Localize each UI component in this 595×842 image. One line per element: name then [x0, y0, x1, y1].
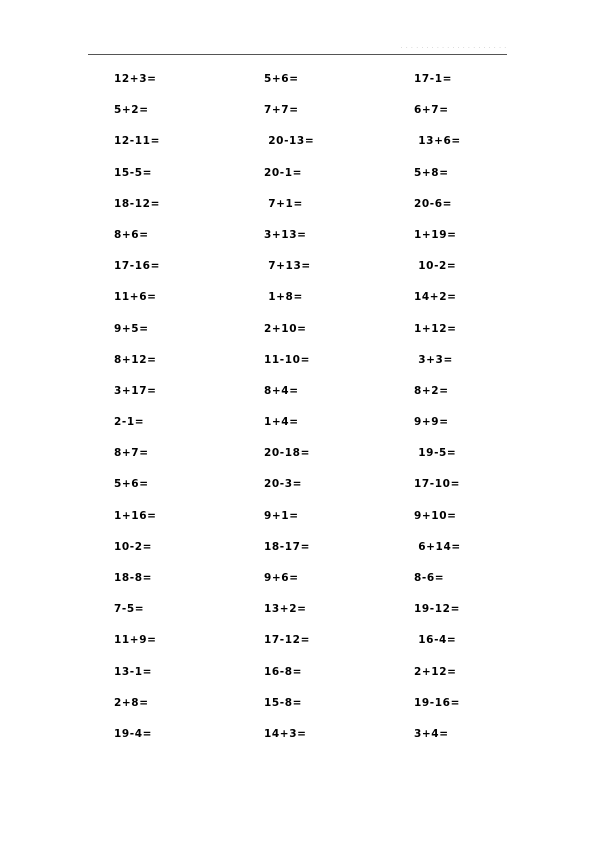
- problem-item: 8+12=: [114, 353, 157, 366]
- problem-row: [0, 509, 595, 540]
- problem-item: 13-1=: [114, 665, 153, 678]
- problem-item: 8+7=: [114, 447, 149, 460]
- problem-item: 20-1=: [264, 166, 303, 179]
- problem-row: [0, 727, 595, 758]
- problem-row: [0, 665, 595, 696]
- problem-item: 18-8=: [114, 572, 153, 584]
- problem-row: [0, 103, 595, 134]
- problem-item: 8+6=: [114, 228, 149, 241]
- problem-item: 13+6=: [414, 135, 461, 148]
- problem-item: 3+13=: [264, 228, 307, 241]
- problem-row: [0, 353, 595, 384]
- problem-item: 16-4=: [414, 634, 457, 647]
- problem-item: 5+6=: [264, 73, 299, 85]
- problem-row: [0, 446, 595, 477]
- problem-item: 15-5=: [114, 166, 153, 179]
- problem-item: 1+16=: [114, 509, 157, 522]
- problem-item: 11-10=: [264, 353, 310, 366]
- problem-item: 10-2=: [414, 260, 457, 273]
- problem-item: 10-2=: [114, 540, 153, 553]
- problem-item: 15-8=: [264, 696, 303, 709]
- problem-row: [0, 384, 595, 415]
- problem-item: 19-16=: [414, 696, 460, 709]
- problem-item: 20-3=: [264, 478, 303, 491]
- problem-row: [0, 259, 595, 290]
- problem-item: 9+6=: [264, 572, 299, 584]
- problem-item: 9+5=: [114, 322, 149, 335]
- problem-row: [0, 633, 595, 664]
- problem-item: 5+6=: [114, 478, 149, 491]
- problem-item: 3+3=: [414, 353, 453, 366]
- problem-item: 8-6=: [414, 572, 445, 584]
- problem-item: 1+4=: [264, 416, 299, 429]
- problem-item: 5+8=: [414, 166, 449, 179]
- problem-item: 7-5=: [114, 603, 145, 616]
- problem-item: 20-13=: [264, 135, 315, 148]
- problem-item: 7+7=: [264, 104, 299, 117]
- problem-item: 11+9=: [114, 634, 157, 647]
- problem-row: [0, 197, 595, 228]
- problem-row: [0, 134, 595, 165]
- header-text: · · · · · · · · · · · · · · · · · · · · ·: [400, 45, 507, 51]
- problem-row: [0, 696, 595, 727]
- problem-item: 12+3=: [114, 73, 157, 85]
- problem-item: 9+1=: [264, 509, 299, 522]
- problem-item: 1+12=: [414, 322, 457, 335]
- problem-item: 2+10=: [264, 322, 307, 335]
- problem-row: [0, 166, 595, 197]
- problem-item: 1+8=: [264, 291, 303, 304]
- problem-item: 8+2=: [414, 384, 449, 397]
- problem-item: 17-12=: [264, 634, 310, 647]
- problem-item: 14+3=: [264, 727, 307, 740]
- problem-row: [0, 290, 595, 321]
- problem-item: 2+8=: [114, 696, 149, 709]
- problem-grid: [0, 72, 595, 758]
- problem-item: 9+9=: [414, 416, 449, 429]
- problem-item: 7+13=: [264, 260, 311, 273]
- problem-row: [0, 415, 595, 446]
- problem-item: 19-12=: [414, 603, 460, 616]
- problem-item: 16-8=: [264, 665, 303, 678]
- problem-row: [0, 571, 595, 602]
- problem-item: 17-1=: [414, 73, 453, 85]
- problem-row: [0, 540, 595, 571]
- problem-item: 19-5=: [414, 447, 457, 460]
- problem-item: 8+4=: [264, 384, 299, 397]
- problem-item: 6+7=: [414, 104, 449, 117]
- problem-item: 2-1=: [114, 416, 145, 429]
- problem-item: 3+17=: [114, 384, 157, 397]
- problem-item: 17-16=: [114, 260, 160, 273]
- problem-row: [0, 602, 595, 633]
- header-rule: [88, 54, 507, 55]
- problem-item: 9+10=: [414, 509, 457, 522]
- problem-item: 1+19=: [414, 228, 457, 241]
- problem-item: 13+2=: [264, 603, 307, 616]
- problem-item: 14+2=: [414, 291, 457, 304]
- problem-item: 11+6=: [114, 291, 157, 304]
- problem-item: 3+4=: [414, 727, 449, 740]
- problem-item: 5+2=: [114, 104, 149, 117]
- problem-row: [0, 72, 595, 103]
- problem-item: 20-6=: [414, 197, 453, 210]
- problem-item: 18-17=: [264, 540, 310, 553]
- problem-item: 6+14=: [414, 540, 461, 553]
- problem-item: 17-10=: [414, 478, 460, 491]
- problem-item: 20-18=: [264, 447, 310, 460]
- problem-item: 18-12=: [114, 197, 160, 210]
- problem-item: 12-11=: [114, 135, 160, 148]
- problem-item: 19-4=: [114, 727, 153, 740]
- problem-row: [0, 477, 595, 508]
- problem-item: 7+1=: [264, 197, 303, 210]
- problem-row: [0, 322, 595, 353]
- problem-item: 2+12=: [414, 665, 457, 678]
- problem-row: [0, 228, 595, 259]
